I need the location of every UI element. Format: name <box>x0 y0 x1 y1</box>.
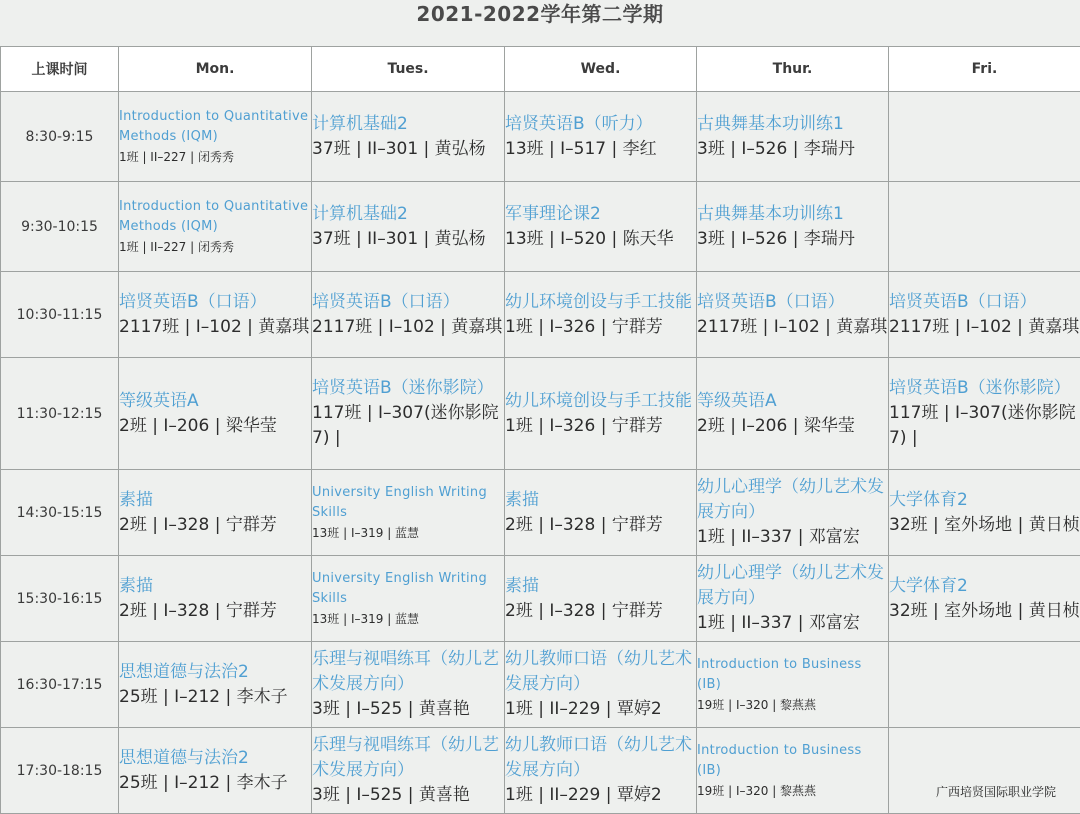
course-cell-fri <box>889 92 1080 182</box>
course-cell-fri <box>889 470 1080 556</box>
course-name: 幼儿环境创设与手工技能 <box>505 389 696 414</box>
table-row <box>1 642 1080 728</box>
course-cell-mon <box>119 728 312 814</box>
course-info: 2117班 | I–102 | 黄嘉琪 <box>312 315 504 340</box>
time-slot: 14:30-15:15 <box>1 470 119 556</box>
course-cell-mon <box>119 556 312 642</box>
course-info: 13班 | I–319 | 蓝慧 <box>312 609 504 629</box>
course-cell-thur <box>697 642 889 728</box>
course-info: 117班 | I–307(迷你影院7) | <box>889 401 1080 451</box>
course-cell-tues <box>312 642 505 728</box>
course-info: 2117班 | I–102 | 黄嘉琪 <box>697 315 888 340</box>
course-name: 素描 <box>505 488 696 513</box>
course-name: 培贤英语B（口语） <box>889 290 1080 315</box>
course-cell-fri <box>889 358 1080 470</box>
header-fri: Fri. <box>889 47 1080 92</box>
course-cell-wed <box>505 358 697 470</box>
course-cell-thur <box>697 470 889 556</box>
course-name: 古典舞基本功训练1 <box>697 202 888 227</box>
course-info: 13班 | I–520 | 陈天华 <box>505 227 696 252</box>
course-cell-wed <box>505 642 697 728</box>
course-name: 大学体育2 <box>889 574 1080 599</box>
course-name: 大学体育2 <box>889 488 1080 513</box>
time-slot: 17:30-18:15 <box>1 728 119 814</box>
course-name: University English Writing Skills <box>312 483 504 523</box>
course-name: 培贤英语B（迷你影院） <box>312 376 504 401</box>
course-name: 培贤英语B（口语） <box>119 290 311 315</box>
course-cell-tues <box>312 182 505 272</box>
table-row <box>1 728 1080 814</box>
course-name: 思想道德与法治2 <box>119 746 311 771</box>
course-info: 25班 | I–212 | 李木子 <box>119 771 311 796</box>
course-cell-thur <box>697 182 889 272</box>
course-name: Introduction to Quantitative Methods (IQM) <box>119 197 311 237</box>
course-info: 2班 | I–328 | 宁群芳 <box>505 599 696 624</box>
course-info: 32班 | 室外场地 | 黄日桢 <box>889 599 1080 624</box>
school-watermark: 广西培贤国际职业学院 <box>934 783 1058 800</box>
course-name: 乐理与视唱练耳（幼儿艺术发展方向） <box>312 647 504 697</box>
course-name: 素描 <box>119 488 311 513</box>
course-info: 3班 | I–525 | 黄喜艳 <box>312 697 504 722</box>
course-cell-mon <box>119 272 312 358</box>
course-name: 计算机基础2 <box>312 202 504 227</box>
course-name: 培贤英语B（口语） <box>697 290 888 315</box>
time-slot: 8:30-9:15 <box>1 92 119 182</box>
course-cell-thur <box>697 358 889 470</box>
course-info: 13班 | I–319 | 蓝慧 <box>312 523 504 543</box>
course-info: 1班 | I–326 | 宁群芳 <box>505 315 696 340</box>
course-cell-tues <box>312 272 505 358</box>
course-name: 幼儿心理学（幼儿艺术发展方向） <box>697 561 888 611</box>
course-name: Introduction to Business (IB) <box>697 655 888 695</box>
course-name: University English Writing Skills <box>312 569 504 609</box>
timetable <box>0 46 1080 814</box>
course-info: 3班 | I–526 | 李瑞丹 <box>697 137 888 162</box>
course-info: 1班 | I–326 | 宁群芳 <box>505 414 696 439</box>
course-info: 1班 | II–229 | 覃婷2 <box>505 697 696 722</box>
course-cell-thur <box>697 556 889 642</box>
course-info: 1班 | II–227 | 闭秀秀 <box>119 147 311 167</box>
table-row <box>1 92 1080 182</box>
course-cell-tues <box>312 92 505 182</box>
time-slot: 9:30-10:15 <box>1 182 119 272</box>
course-cell-mon <box>119 92 312 182</box>
course-name: 培贤英语B（口语） <box>312 290 504 315</box>
course-cell-wed <box>505 272 697 358</box>
course-info: 2班 | I–328 | 宁群芳 <box>505 513 696 538</box>
course-name: 培贤英语B（听力） <box>505 112 696 137</box>
course-info: 13班 | I–517 | 李红 <box>505 137 696 162</box>
course-cell-fri <box>889 182 1080 272</box>
table-row <box>1 182 1080 272</box>
course-cell-wed <box>505 92 697 182</box>
course-info: 19班 | I–320 | 黎燕燕 <box>697 695 888 715</box>
course-info: 2班 | I–206 | 梁华莹 <box>119 414 311 439</box>
header-mon: Mon. <box>119 47 312 92</box>
course-cell-mon <box>119 182 312 272</box>
course-info: 19班 | I–320 | 黎燕燕 <box>697 781 888 801</box>
header-wed: Wed. <box>505 47 697 92</box>
course-cell-fri <box>889 272 1080 358</box>
table-row <box>1 556 1080 642</box>
course-name: 素描 <box>505 574 696 599</box>
course-cell-wed <box>505 182 697 272</box>
time-slot: 10:30-11:15 <box>1 272 119 358</box>
course-cell-tues <box>312 556 505 642</box>
course-cell-wed <box>505 470 697 556</box>
course-info: 2班 | I–328 | 宁群芳 <box>119 513 311 538</box>
time-slot: 16:30-17:15 <box>1 642 119 728</box>
course-cell-tues <box>312 358 505 470</box>
course-name: 幼儿心理学（幼儿艺术发展方向） <box>697 475 888 525</box>
course-name: 军事理论课2 <box>505 202 696 227</box>
course-info: 3班 | I–526 | 李瑞丹 <box>697 227 888 252</box>
course-name: 思想道德与法治2 <box>119 660 311 685</box>
header-tues: Tues. <box>312 47 505 92</box>
course-cell-tues <box>312 470 505 556</box>
table-row <box>1 358 1080 470</box>
course-cell-mon <box>119 470 312 556</box>
course-info: 1班 | II–227 | 闭秀秀 <box>119 237 311 257</box>
course-info: 3班 | I–525 | 黄喜艳 <box>312 783 504 808</box>
course-name: 等级英语A <box>697 389 888 414</box>
course-name: 幼儿环境创设与手工技能 <box>505 290 696 315</box>
course-cell-tues <box>312 728 505 814</box>
course-name: 素描 <box>119 574 311 599</box>
course-name: Introduction to Quantitative Methods (IQM) <box>119 107 311 147</box>
course-name: 古典舞基本功训练1 <box>697 112 888 137</box>
course-info: 2班 | I–328 | 宁群芳 <box>119 599 311 624</box>
course-name: 乐理与视唱练耳（幼儿艺术发展方向） <box>312 733 504 783</box>
course-cell-mon <box>119 358 312 470</box>
course-info: 1班 | II–229 | 覃婷2 <box>505 783 696 808</box>
course-name: 计算机基础2 <box>312 112 504 137</box>
course-cell-wed <box>505 728 697 814</box>
course-info: 32班 | 室外场地 | 黄日桢 <box>889 513 1080 538</box>
course-cell-wed <box>505 556 697 642</box>
course-info: 2117班 | I–102 | 黄嘉琪 <box>889 315 1080 340</box>
course-info: 117班 | I–307(迷你影院7) | <box>312 401 504 451</box>
course-cell-fri <box>889 642 1080 728</box>
course-info: 37班 | II–301 | 黄弘杨 <box>312 227 504 252</box>
time-slot: 15:30-16:15 <box>1 556 119 642</box>
course-cell-thur <box>697 92 889 182</box>
course-info: 1班 | II–337 | 邓富宏 <box>697 611 888 636</box>
course-info: 37班 | II–301 | 黄弘杨 <box>312 137 504 162</box>
header-thur: Thur. <box>697 47 889 92</box>
course-info: 2117班 | I–102 | 黄嘉琪 <box>119 315 311 340</box>
course-cell-mon <box>119 642 312 728</box>
course-cell-fri <box>889 728 1080 814</box>
course-name: Introduction to Business (IB) <box>697 741 888 781</box>
course-name: 培贤英语B（迷你影院） <box>889 376 1080 401</box>
header-time: 上课时间 <box>1 47 119 92</box>
course-name: 幼儿教师口语（幼儿艺术发展方向） <box>505 733 696 783</box>
page-title: 2021-2022学年第二学期 <box>0 0 1080 48</box>
course-info: 2班 | I–206 | 梁华莹 <box>697 414 888 439</box>
time-slot: 11:30-12:15 <box>1 358 119 470</box>
course-info: 25班 | I–212 | 李木子 <box>119 685 311 710</box>
course-cell-fri <box>889 556 1080 642</box>
header-row <box>1 47 1080 92</box>
course-info: 1班 | II–337 | 邓富宏 <box>697 525 888 550</box>
table-row <box>1 272 1080 358</box>
course-cell-thur <box>697 272 889 358</box>
course-name: 幼儿教师口语（幼儿艺术发展方向） <box>505 647 696 697</box>
course-cell-thur <box>697 728 889 814</box>
table-row <box>1 470 1080 556</box>
course-name: 等级英语A <box>119 389 311 414</box>
